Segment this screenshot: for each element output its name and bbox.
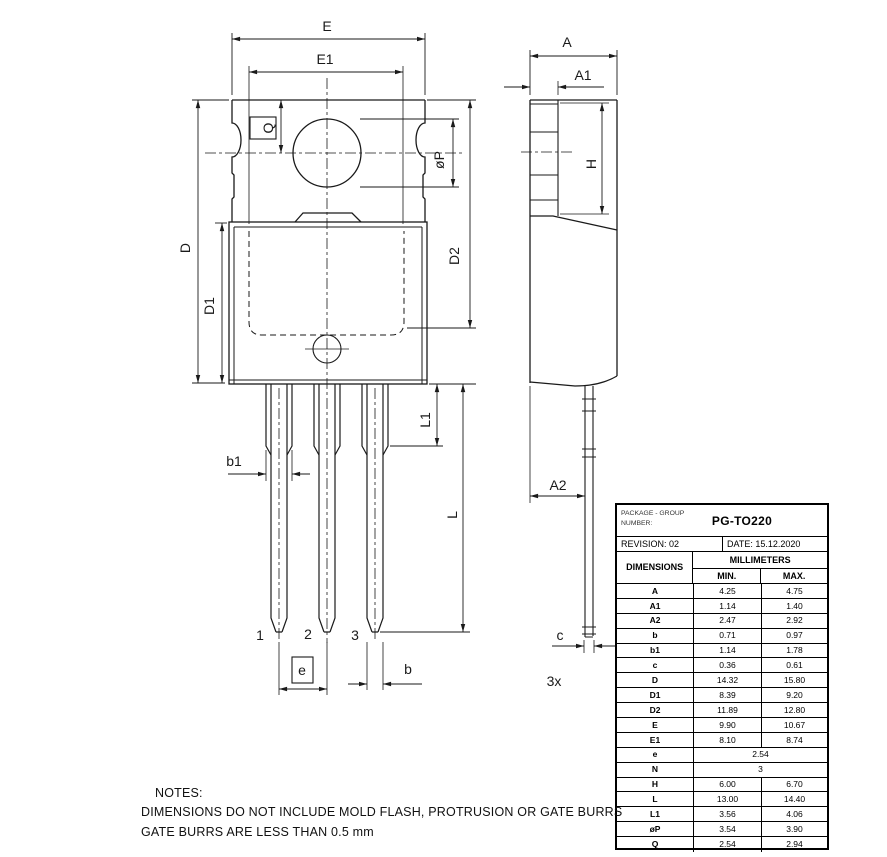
table-row xyxy=(617,584,827,599)
pin-number-1: 1 xyxy=(256,627,264,643)
table-header-revision xyxy=(617,537,827,552)
dim-name: L xyxy=(617,792,694,806)
notes-block xyxy=(141,786,622,845)
dim-value: 3 xyxy=(758,764,763,775)
dim-min: 1.14 xyxy=(694,644,762,658)
dim-label-A2: A2 xyxy=(549,477,567,493)
table-row xyxy=(617,718,827,733)
dim-name: øP xyxy=(617,822,694,836)
dim-label-b1: b1 xyxy=(226,453,242,469)
dim-name: A2 xyxy=(617,614,694,628)
table-row xyxy=(617,614,827,629)
dim-A1 xyxy=(504,81,604,95)
notes-line-2: GATE BURRS ARE LESS THAN 0.5 mm xyxy=(141,825,374,839)
dim-label-phiP: øP xyxy=(431,151,447,169)
dim-name: D xyxy=(617,673,694,687)
dim-label-b: b xyxy=(404,661,412,677)
table-row xyxy=(617,822,827,837)
dim-label-L: L xyxy=(444,511,460,519)
dim-max: 14.40 xyxy=(783,794,806,805)
table-row xyxy=(617,673,827,688)
dim-name: E1 xyxy=(617,733,694,747)
dim-max: 0.97 xyxy=(786,630,803,641)
dim-value: 2.54 xyxy=(752,749,769,760)
dim-label-E1: E1 xyxy=(316,51,334,67)
dim-name: b1 xyxy=(617,644,694,658)
dim-min: 2.47 xyxy=(694,614,762,628)
dim-label-D1: D1 xyxy=(201,297,217,315)
dim-name: N xyxy=(617,763,694,777)
front-body-outline xyxy=(229,213,427,384)
table-row xyxy=(617,807,827,822)
dimension-spec-table xyxy=(615,503,829,850)
dim-name: e xyxy=(617,748,694,762)
side-pin xyxy=(582,386,596,637)
dim-label-E: E xyxy=(322,18,332,34)
dim-name: b xyxy=(617,629,694,643)
side-view xyxy=(504,34,622,689)
dim-name: L1 xyxy=(617,807,694,821)
dim-max: 2.92 xyxy=(786,615,803,626)
dim-label-H: H xyxy=(583,158,599,170)
dim-min: 3.56 xyxy=(694,807,762,821)
dim-label-L1: L1 xyxy=(417,412,433,428)
dim-label-e: e xyxy=(298,662,306,678)
table-row xyxy=(617,733,827,748)
dim-name: c xyxy=(617,658,694,672)
dim-name: D1 xyxy=(617,688,694,702)
revision-label: REVISION: 02 xyxy=(617,537,723,551)
pin-number-2: 2 xyxy=(304,626,312,642)
table-row xyxy=(617,837,827,852)
dim-max: 6.70 xyxy=(786,779,803,790)
dim-max: 3.90 xyxy=(786,823,803,834)
table-row xyxy=(617,644,827,659)
notes-title: NOTES: xyxy=(155,786,203,800)
dim-max: 0.61 xyxy=(786,660,803,671)
dim-min: 14.32 xyxy=(694,673,762,687)
dim-min: 4.25 xyxy=(694,584,762,598)
dim-max: 2.94 xyxy=(786,839,803,850)
package-group-label: PACKAGE - GROUP NUMBER: xyxy=(621,510,685,528)
dim-min: 0.71 xyxy=(694,629,762,643)
dim-min: 8.39 xyxy=(694,688,762,702)
dim-min: 0.36 xyxy=(694,658,762,672)
dim-label-D2: D2 xyxy=(446,247,462,265)
dim-min: 3.54 xyxy=(694,822,762,836)
dim-E1 xyxy=(249,66,403,224)
table-row xyxy=(617,629,827,644)
pin-number-3: 3 xyxy=(351,627,359,643)
min-header: MIN. xyxy=(693,569,761,583)
dim-min: 11.89 xyxy=(694,703,762,717)
dimensions-header: DIMENSIONS xyxy=(617,552,693,583)
dim-min: 9.90 xyxy=(694,718,762,732)
dim-name: A1 xyxy=(617,599,694,613)
package-name: PG-TO220 xyxy=(711,513,773,528)
dim-label-D: D xyxy=(177,242,193,254)
max-header: MAX. xyxy=(782,570,806,581)
side-body-outline xyxy=(530,100,617,386)
table-row xyxy=(617,748,827,763)
dim-max: 4.75 xyxy=(786,585,803,596)
dim-max: 4.06 xyxy=(786,809,803,820)
dim-min: 13.00 xyxy=(694,792,762,806)
dim-max: 12.80 xyxy=(783,704,806,715)
die-pad-dashed-outline xyxy=(249,231,404,335)
table-row xyxy=(617,688,827,703)
table-header-package xyxy=(617,505,827,537)
table-row xyxy=(617,763,827,778)
table-header-columns xyxy=(617,552,827,584)
dim-name: H xyxy=(617,778,694,792)
date-label: DATE: 15.12.2020 xyxy=(727,538,801,549)
dim-min: 1.14 xyxy=(694,599,762,613)
dim-name: A xyxy=(617,584,694,598)
dim-max: 9.20 xyxy=(786,689,803,700)
side-dimensions xyxy=(504,50,622,653)
dim-max: 10.67 xyxy=(783,719,806,730)
front-tab-outline xyxy=(232,100,425,222)
dim-max: 15.80 xyxy=(783,675,806,686)
dim-D2 xyxy=(407,100,476,328)
dim-label-A1: A1 xyxy=(574,67,592,83)
pin-count-label: 3x xyxy=(546,673,562,689)
dim-name: D2 xyxy=(617,703,694,717)
dim-min: 8.10 xyxy=(694,733,762,747)
front-dimensions xyxy=(192,33,476,695)
dim-H xyxy=(560,103,609,214)
dim-min: 6.00 xyxy=(694,778,762,792)
dim-name: E xyxy=(617,718,694,732)
table-row xyxy=(617,599,827,614)
front-view xyxy=(177,18,476,695)
dim-max: 1.78 xyxy=(786,645,803,656)
table-row xyxy=(617,658,827,673)
dim-D xyxy=(192,100,229,383)
dim-label-c: c xyxy=(556,627,564,643)
table-row xyxy=(617,778,827,793)
table-row xyxy=(617,703,827,718)
dim-name: Q xyxy=(617,837,694,852)
dim-max: 8.74 xyxy=(786,734,803,745)
millimeters-header: MILLIMETERS xyxy=(693,552,827,569)
table-row xyxy=(617,792,827,807)
dim-min: 2.54 xyxy=(694,837,762,852)
dim-max: 1.40 xyxy=(786,600,803,611)
notes-line-1: DIMENSIONS DO NOT INCLUDE MOLD FLASH, PROTRUSION OR GATE BURRS xyxy=(141,805,623,819)
dim-label-A: A xyxy=(562,34,572,50)
dim-label-Q: Q xyxy=(260,122,276,134)
